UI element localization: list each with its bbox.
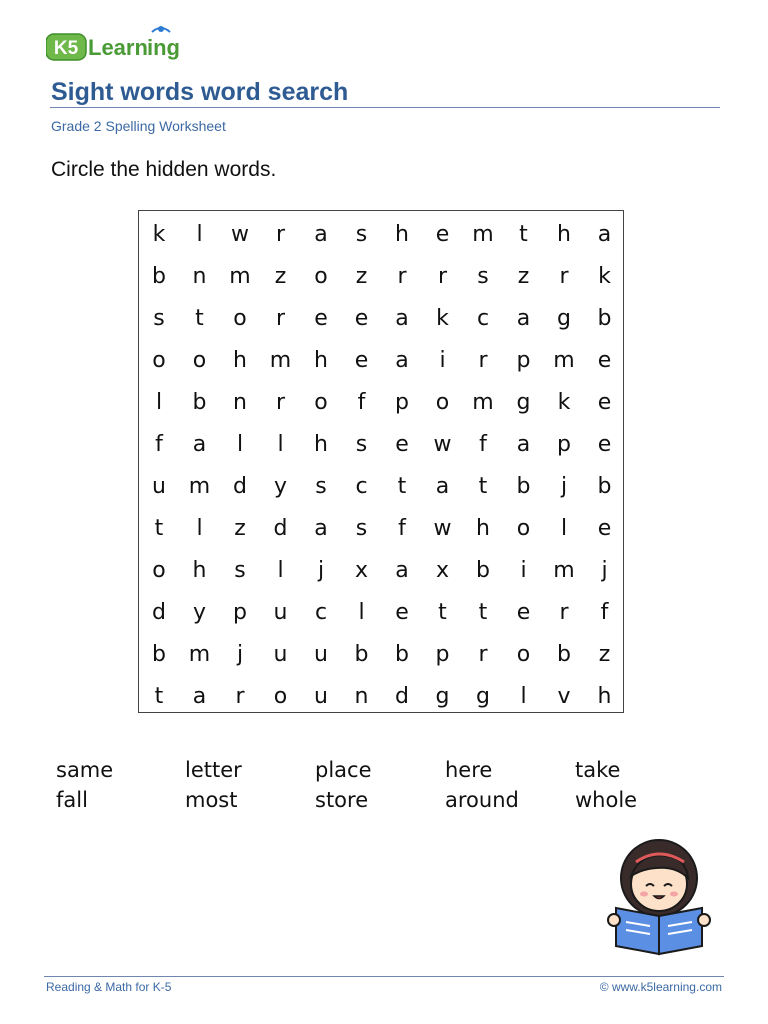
- grid-letter[interactable]: e: [516, 600, 531, 625]
- grid-letter[interactable]: w: [433, 516, 452, 541]
- grid-letter[interactable]: o: [152, 558, 166, 583]
- grid-letter[interactable]: s: [315, 474, 327, 499]
- grid-letter[interactable]: e: [314, 306, 328, 331]
- grid-letter[interactable]: d: [233, 474, 247, 499]
- grid-letter[interactable]: a: [395, 348, 409, 373]
- grid-letter[interactable]: n: [192, 264, 207, 289]
- grid-row: [139, 340, 623, 382]
- grid-letter[interactable]: o: [233, 306, 247, 331]
- word-list-item: letter: [185, 758, 242, 782]
- grid-letter[interactable]: o: [192, 348, 207, 373]
- grid-letter[interactable]: u: [314, 684, 328, 709]
- grid-letter[interactable]: h: [395, 222, 409, 247]
- grid-letter[interactable]: r: [478, 348, 488, 373]
- grid-letter[interactable]: l: [520, 684, 527, 709]
- word-list-item: fall: [56, 788, 88, 812]
- grid-row: [139, 508, 623, 550]
- grid-letter[interactable]: b: [354, 642, 369, 667]
- page-title: Sight words word search: [51, 78, 349, 106]
- grid-letter[interactable]: e: [395, 432, 409, 457]
- grid-letter[interactable]: u: [273, 642, 288, 667]
- grid-letter[interactable]: l: [358, 600, 365, 625]
- grid-letter[interactable]: m: [188, 474, 211, 499]
- grid-letter[interactable]: f: [398, 516, 406, 541]
- grid-letter[interactable]: m: [188, 642, 211, 667]
- child-reading-book-illustration: [606, 836, 712, 958]
- word-list-item: place: [315, 758, 372, 782]
- grid-row: [139, 214, 623, 256]
- grid-row: [139, 256, 623, 298]
- footer-website: © www.k5learning.com: [599, 980, 722, 994]
- grid-letter[interactable]: l: [196, 516, 203, 541]
- grid-letter[interactable]: a: [192, 432, 207, 457]
- grid-letter[interactable]: l: [196, 222, 203, 247]
- grid-letter[interactable]: b: [476, 558, 490, 583]
- grid-letter[interactable]: u: [314, 642, 328, 667]
- grid-letter[interactable]: n: [233, 390, 247, 415]
- grid-letter[interactable]: g: [516, 390, 531, 415]
- grid-letter[interactable]: h: [476, 516, 490, 541]
- grid-row: [139, 634, 623, 676]
- grid-letter[interactable]: h: [557, 222, 571, 247]
- grid-letter[interactable]: g: [476, 684, 490, 709]
- grid-letter[interactable]: l: [236, 432, 244, 457]
- grid-letter[interactable]: h: [314, 348, 328, 373]
- grid-letter[interactable]: v: [557, 684, 571, 709]
- grid-letter[interactable]: p: [395, 390, 409, 415]
- grid-letter[interactable]: p: [516, 348, 531, 373]
- grid-letter[interactable]: g: [435, 684, 450, 709]
- grid-letter[interactable]: r: [437, 264, 448, 289]
- grid-letter[interactable]: r: [275, 306, 286, 331]
- grid-letter[interactable]: r: [559, 600, 569, 625]
- grid-letter[interactable]: y: [192, 600, 207, 625]
- grid-letter[interactable]: s: [153, 306, 165, 331]
- grid-letter[interactable]: a: [597, 222, 612, 247]
- grid-letter[interactable]: f: [600, 600, 609, 625]
- grid-letter[interactable]: a: [314, 516, 328, 541]
- grid-letter[interactable]: r: [275, 390, 286, 415]
- grid-letter[interactable]: b: [152, 642, 166, 667]
- title-divider: [50, 107, 720, 108]
- grid-letter[interactable]: m: [269, 348, 292, 373]
- grid-letter[interactable]: j: [317, 558, 325, 583]
- grid-letter[interactable]: s: [355, 222, 368, 247]
- grid-row: [139, 592, 623, 634]
- grid-letter[interactable]: x: [354, 558, 369, 583]
- grid-letter[interactable]: z: [598, 642, 611, 667]
- grid-letter[interactable]: s: [355, 516, 368, 541]
- grid-letter[interactable]: n: [354, 684, 369, 709]
- grid-letter[interactable]: a: [435, 474, 450, 499]
- grid-letter[interactable]: o: [516, 642, 531, 667]
- grid-letter[interactable]: e: [597, 348, 612, 373]
- grid-letter[interactable]: a: [192, 684, 207, 709]
- grid-letter[interactable]: t: [195, 306, 204, 331]
- grid-letter[interactable]: t: [519, 222, 528, 247]
- grid-letter[interactable]: b: [395, 642, 409, 667]
- grid-letter[interactable]: m: [472, 390, 494, 415]
- grid-letter[interactable]: l: [155, 390, 163, 415]
- k5-learning-logo: [46, 22, 206, 66]
- grid-letter[interactable]: s: [234, 558, 246, 583]
- grid-letter[interactable]: p: [557, 432, 571, 457]
- grid-letter[interactable]: b: [152, 264, 166, 289]
- svg-text:Learn: Learn: [88, 35, 148, 60]
- grid-letter[interactable]: w: [433, 432, 452, 457]
- grid-letter[interactable]: t: [478, 474, 488, 499]
- word-list-item: store: [315, 788, 369, 812]
- grid-letter[interactable]: e: [597, 390, 612, 415]
- grid-letter[interactable]: m: [229, 264, 251, 289]
- grid-letter[interactable]: k: [598, 264, 611, 289]
- grid-letter[interactable]: a: [314, 222, 328, 247]
- grid-letter[interactable]: w: [231, 222, 249, 247]
- grid-row: [139, 550, 623, 592]
- word-list-item: most: [185, 788, 238, 812]
- grid-letter[interactable]: p: [435, 642, 450, 667]
- word-list-item: around: [445, 788, 519, 812]
- grid-letter[interactable]: k: [436, 306, 449, 331]
- grid-letter[interactable]: h: [597, 684, 612, 709]
- grid-letter[interactable]: f: [357, 390, 366, 415]
- grid-letter[interactable]: e: [435, 222, 450, 247]
- grid-letter[interactable]: m: [472, 222, 494, 247]
- grid-letter[interactable]: o: [516, 516, 531, 541]
- grid-letter[interactable]: t: [397, 474, 407, 499]
- grid-row: [139, 424, 623, 466]
- grid-letter[interactable]: r: [235, 684, 245, 709]
- grid-letter[interactable]: b: [192, 390, 207, 415]
- grid-letter[interactable]: z: [355, 264, 368, 289]
- grid-letter[interactable]: a: [395, 558, 409, 583]
- grid-letter[interactable]: y: [273, 474, 288, 499]
- grid-letter[interactable]: k: [152, 222, 166, 247]
- grid-letter[interactable]: i: [520, 558, 527, 583]
- grid-letter[interactable]: s: [477, 264, 489, 289]
- grid-letter[interactable]: t: [154, 684, 164, 709]
- grid-letter[interactable]: r: [559, 264, 569, 289]
- grid-letter[interactable]: d: [152, 600, 166, 625]
- grid-letter[interactable]: l: [560, 516, 568, 541]
- grid-letter[interactable]: o: [152, 348, 166, 373]
- grid-letter[interactable]: m: [553, 348, 575, 373]
- page-subtitle: Grade 2 Spelling Worksheet: [51, 118, 226, 134]
- grid-letter[interactable]: p: [233, 600, 247, 625]
- grid-letter[interactable]: h: [233, 348, 247, 373]
- grid-letter[interactable]: c: [355, 474, 368, 499]
- grid-letter[interactable]: h: [314, 432, 328, 457]
- grid-letter[interactable]: o: [435, 390, 450, 415]
- grid-letter[interactable]: h: [192, 558, 207, 583]
- grid-letter[interactable]: u: [273, 600, 288, 625]
- grid-letter[interactable]: d: [395, 684, 409, 709]
- grid-letter[interactable]: t: [478, 600, 488, 625]
- footer-tagline: Reading & Math for K-5: [46, 980, 172, 994]
- grid-letter[interactable]: j: [236, 642, 244, 667]
- grid-letter[interactable]: e: [597, 432, 612, 457]
- grid-letter[interactable]: t: [438, 600, 447, 625]
- grid-letter[interactable]: e: [354, 306, 369, 331]
- word-search-grid: [138, 210, 624, 713]
- grid-letter[interactable]: c: [476, 306, 490, 331]
- word-list: [56, 758, 696, 822]
- grid-row: [139, 466, 623, 508]
- grid-letter[interactable]: d: [273, 516, 288, 541]
- grid-letter[interactable]: o: [314, 264, 328, 289]
- grid-letter[interactable]: m: [553, 558, 575, 583]
- grid-letter[interactable]: e: [354, 348, 369, 373]
- grid-letter[interactable]: k: [557, 390, 571, 415]
- grid-letter[interactable]: s: [355, 432, 368, 457]
- grid-letter[interactable]: e: [597, 516, 612, 541]
- grid-letter[interactable]: o: [314, 390, 328, 415]
- grid-letter[interactable]: t: [154, 516, 164, 541]
- grid-letter[interactable]: o: [273, 684, 288, 709]
- grid-letter[interactable]: a: [516, 306, 531, 331]
- svg-text:ing: ing: [147, 35, 180, 60]
- grid-letter[interactable]: x: [435, 558, 450, 583]
- grid-letter[interactable]: u: [152, 474, 166, 499]
- grid-letter[interactable]: a: [516, 432, 531, 457]
- grid-letter[interactable]: z: [234, 516, 246, 541]
- word-list-item: take: [575, 758, 621, 782]
- grid-row: [139, 298, 623, 340]
- grid-letter[interactable]: b: [516, 474, 531, 499]
- instructions: Circle the hidden words.: [51, 158, 277, 181]
- grid-letter[interactable]: c: [314, 600, 328, 625]
- grid-letter[interactable]: j: [601, 558, 608, 583]
- grid-row: [139, 382, 623, 424]
- grid-letter[interactable]: f: [155, 432, 163, 457]
- grid-letter[interactable]: l: [277, 432, 284, 457]
- footer-divider: [44, 976, 724, 977]
- word-list-item: same: [56, 758, 114, 782]
- svg-text:K5: K5: [53, 38, 79, 59]
- grid-letter[interactable]: z: [517, 264, 530, 289]
- grid-letter[interactable]: b: [597, 306, 612, 331]
- grid-letter[interactable]: i: [439, 348, 446, 373]
- grid-letter[interactable]: g: [557, 306, 571, 331]
- grid-letter[interactable]: z: [274, 264, 287, 289]
- word-list-item: whole: [575, 788, 638, 812]
- grid-letter[interactable]: b: [557, 642, 571, 667]
- grid-letter[interactable]: f: [479, 432, 487, 457]
- grid-letter[interactable]: r: [275, 222, 286, 247]
- grid-row: [139, 676, 623, 718]
- grid-letter[interactable]: r: [397, 264, 407, 289]
- grid-letter[interactable]: e: [395, 600, 409, 625]
- grid-letter[interactable]: l: [277, 558, 284, 583]
- word-list-item: here: [445, 758, 493, 782]
- grid-letter[interactable]: j: [560, 474, 568, 499]
- grid-letter[interactable]: a: [395, 306, 409, 331]
- grid-letter[interactable]: r: [478, 642, 488, 667]
- grid-letter[interactable]: b: [597, 474, 612, 499]
